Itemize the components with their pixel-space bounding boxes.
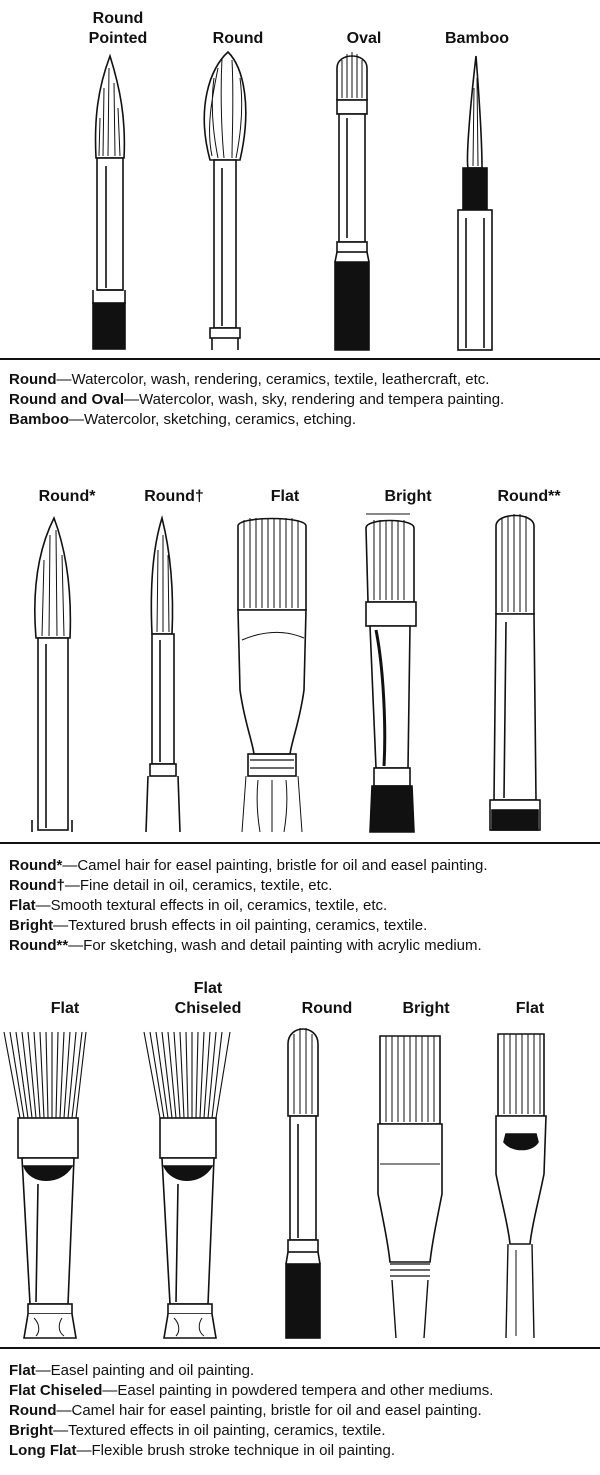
bright-brush-2 bbox=[378, 1036, 442, 1338]
label-round-3: Round bbox=[301, 1000, 353, 1017]
round-brush-3 bbox=[286, 1028, 320, 1338]
label-flat-1: Flat bbox=[270, 488, 300, 505]
desc-item: Bright—Textured effects in oil painting, ceramics, textile. bbox=[9, 1422, 386, 1439]
label-flat-2: Flat bbox=[50, 1000, 80, 1017]
desc-item: Round—Watercolor, wash, rendering, ceramics, textile, leathercraft, etc. bbox=[9, 371, 490, 388]
bamboo-brush bbox=[458, 56, 492, 350]
oval-brush bbox=[335, 52, 369, 350]
label-round-dagger: Round† bbox=[144, 488, 204, 505]
flat-brush-2 bbox=[4, 1032, 86, 1338]
section-3-descriptions bbox=[9, 1361, 594, 1461]
label-bamboo: Bamboo bbox=[445, 30, 509, 47]
desc-item: Round and Oval—Watercolor, wash, sky, rendering and tempera painting. bbox=[9, 391, 505, 408]
label-round-pointed: Round Pointed bbox=[88, 10, 148, 47]
desc-item: Bamboo—Watercolor, sketching, ceramics, etching. bbox=[9, 411, 357, 428]
flat-brush-1 bbox=[238, 518, 306, 832]
desc-item: Round**—For sketching, wash and detail painting with acrylic medium. bbox=[9, 937, 482, 954]
desc-item: Long Flat—Flexible brush stroke technique in oil painting. bbox=[9, 1442, 396, 1459]
desc-item: Round†—Fine detail in oil, ceramics, textile, etc. bbox=[9, 877, 333, 894]
desc-item: Flat Chiseled—Easel painting in powdered tempera and other mediums. bbox=[9, 1382, 494, 1399]
label-round-1: Round bbox=[212, 30, 264, 47]
flat-chiseled-brush bbox=[144, 1032, 230, 1338]
flat-brush-3 bbox=[496, 1034, 546, 1338]
brush-illustrations-row-3 bbox=[0, 1024, 600, 1344]
section-2-divider bbox=[0, 842, 600, 844]
label-flat-3: Flat bbox=[515, 1000, 545, 1017]
bright-brush-1 bbox=[366, 514, 416, 832]
brush-illustrations-row-1 bbox=[0, 48, 600, 358]
desc-item: Round—Camel hair for easel painting, bristle for oil and easel painting. bbox=[9, 1402, 482, 1419]
brush-illustrations-row-2 bbox=[0, 510, 600, 835]
label-bright-2: Bright bbox=[402, 1000, 450, 1017]
desc-item: Round*—Camel hair for easel painting, bristle for oil and easel painting. bbox=[9, 857, 488, 874]
round-dagger-brush bbox=[146, 518, 180, 832]
desc-item: Flat—Easel painting and oil painting. bbox=[9, 1362, 255, 1379]
label-round-double-star: Round** bbox=[497, 488, 561, 505]
label-bright-1: Bright bbox=[384, 488, 432, 505]
section-2-descriptions bbox=[9, 856, 594, 956]
label-round-star: Round* bbox=[38, 488, 96, 505]
round-pointed-brush bbox=[93, 56, 125, 349]
section-1-descriptions bbox=[9, 370, 594, 430]
round-star-brush bbox=[32, 518, 72, 832]
desc-item: Flat—Smooth textural effects in oil, ceramics, textile, etc. bbox=[9, 897, 388, 914]
section-3-divider bbox=[0, 1347, 600, 1349]
desc-item: Bright—Textured brush effects in oil painting, ceramics, textile. bbox=[9, 917, 428, 934]
round-double-star-brush bbox=[490, 514, 540, 830]
round-brush bbox=[204, 52, 245, 350]
section-1-divider bbox=[0, 358, 600, 360]
label-oval: Oval bbox=[346, 30, 382, 47]
label-flat-chiseled: Flat Chiseled bbox=[174, 980, 242, 1017]
